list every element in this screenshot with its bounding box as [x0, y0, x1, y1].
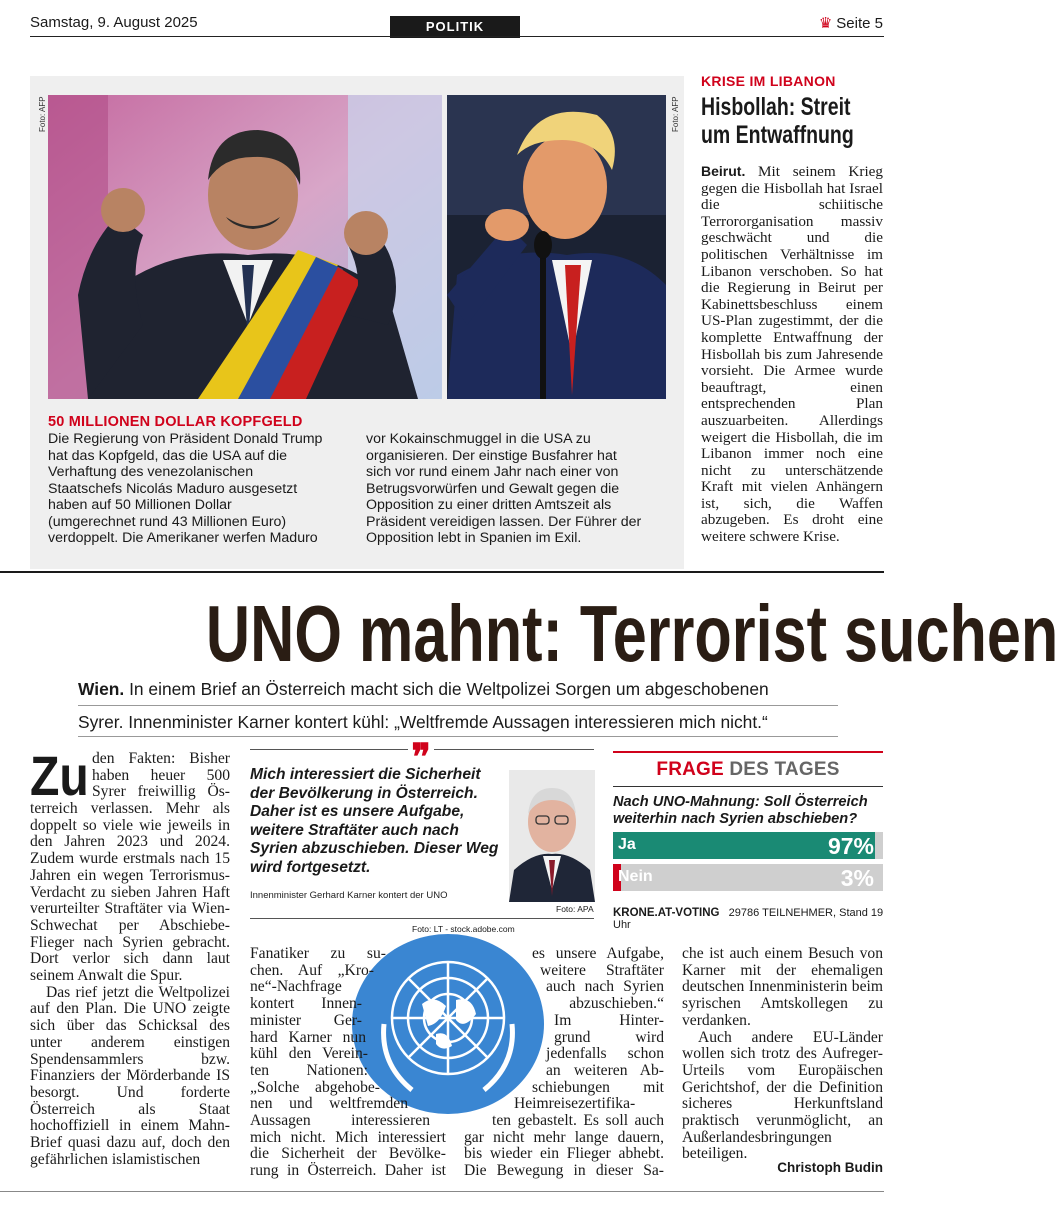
- caption-column-1: [48, 431, 358, 547]
- col-line: rung in Österreich. Daher ist: [250, 1162, 446, 1180]
- poll-title: [613, 759, 883, 781]
- col-line: Aussagen interessieren: [250, 1112, 430, 1130]
- caption-column-2: [366, 431, 676, 547]
- poll-source: KRONE.AT-VOTING: [613, 907, 720, 919]
- col-line: es unsere Aufgabe,: [532, 945, 664, 962]
- col-line: Fanatiker zu su-: [250, 945, 386, 962]
- photo-karner: [509, 770, 595, 902]
- caption-line: Betrugsvorwürfen und Gewalt gegen die: [366, 480, 620, 497]
- poll-question: Nach UNO-Mahnung: Soll Österreich weiterhin nach Syrien abschieben?: [613, 794, 868, 827]
- author-signature: Christoph Budin: [777, 1160, 883, 1175]
- lead-line-2: Syrer. Innenminister Karner kontert kühl: „Weltfremde Aussagen interessieren mich nicht.“: [78, 706, 838, 737]
- side-title-line: um Entwaffnung: [701, 121, 854, 149]
- col-line: ne“-Nachfrage: [250, 978, 342, 996]
- poll-title-a: FRAGE: [656, 759, 724, 780]
- header-rule: [30, 36, 884, 37]
- col-line: ten gebastelt. Es soll auch: [492, 1112, 664, 1130]
- page-number-text: Seite 5: [836, 15, 883, 32]
- caption-line: Staatschefs Nicolás Maduro ausgesetzt: [48, 480, 298, 497]
- poll-percent-no: 3%: [840, 865, 874, 891]
- lead-text-1: In einem Brief an Österreich macht sich die Weltpolizei Sorgen um abgeschobenen: [129, 679, 769, 699]
- caption-line: Opposition lebt in Spanien im Exil.: [366, 530, 582, 546]
- col-line: bis wieder ein Flieger abhebt.: [464, 1145, 664, 1163]
- page-number: [819, 14, 883, 32]
- col-line: den Fakten: Bisher: [92, 750, 230, 767]
- quote-rule-bottom: [250, 918, 594, 919]
- caption-line: verdoppelt. Die Amerikaner werfen Maduro: [48, 530, 318, 546]
- col-line: abzuschieben.“: [569, 995, 664, 1013]
- photo-maduro: [48, 95, 442, 399]
- section-label: POLITIK: [390, 16, 520, 38]
- col-line: auch nach Syrien: [546, 978, 664, 996]
- column-1-body: [30, 801, 230, 1168]
- col-line: schiebungen mit: [532, 1078, 664, 1096]
- col-line: gar nicht mehr lange dauern,: [464, 1128, 664, 1146]
- caption-line: Opposition zu einer dritten Amtszeit als: [366, 497, 612, 513]
- col-line: nen und weltfremden: [250, 1095, 408, 1113]
- col-line: haben heuer 500: [92, 766, 230, 784]
- poll-percent-yes: 97%: [827, 833, 874, 859]
- poll-label-no: Nein: [618, 868, 653, 885]
- poll-title-b: DES TAGES: [729, 759, 840, 780]
- col-line: an weiteren Ab-: [546, 1061, 664, 1079]
- caption-line: organisieren. Der einstige Busfahrer hat: [366, 447, 617, 464]
- col-line: chen. Auf „Kro-: [250, 961, 374, 979]
- side-title-line: Hisbollah: Streit: [701, 93, 851, 121]
- col1-paragraph-1: terreich verlassen. Mehr als doppelt so viele wie jeweils in den Jahren 2023 und 2024. Zudem wurde erstmals nach 15 Jahren ein wegen Terrorismus-Verdacht zu sieben Jahren Haft verurteilter Straftäter via Wien-Schwechat per Abschiebe-Flieger nach Syrien gebracht. Dort verlor sich dann laut seinem Anwalt die Spur.: [30, 800, 230, 985]
- col1-paragraph-2: Das rief jetzt die Weltpolizei auf den Plan. Die UNO zeigte sich über das Schicksal des unter anderem einstigen Spendensammlers bzw. Finanziers der Mörderbande IS besorgt. Und forderte Österreich als Staat hochoffiziell in einem Mahn-Brief quasi dazu auf, doch den gefährlichen islamistischen: [30, 983, 230, 1168]
- col-line: minister Ger-: [250, 1011, 362, 1029]
- caption-line: Präsident vereidigen lassen. Der Führer der: [366, 513, 642, 530]
- photo-credit-left: Foto: AFP: [38, 96, 47, 132]
- un-photo-credit: Foto: LT - stock.adobe.com: [412, 924, 515, 934]
- poll-option-yes: [613, 832, 883, 859]
- col-line: jedenfalls schon: [546, 1045, 664, 1063]
- lead-line-1: [78, 675, 838, 706]
- side-story-title: [701, 93, 880, 149]
- quote-photo-credit: Foto: APA: [556, 904, 594, 914]
- poll-label-yes: Ja: [618, 836, 636, 853]
- caption-line: vor Kokainschmuggel in die USA zu: [366, 431, 591, 447]
- poll-top-rule: [613, 751, 883, 753]
- col-line: Syrer freiwillig Ös-: [92, 783, 230, 801]
- caption-line: Verhaftung des venezolanischen: [48, 464, 254, 480]
- main-headline: UNO mahnt: Terrorist suchen: [205, 589, 1058, 678]
- column-3-body: [462, 946, 664, 1180]
- column-4-body: [682, 946, 883, 1163]
- col-line: Im Hinter-: [554, 1011, 664, 1029]
- poll-option-no: [613, 864, 883, 891]
- issue-date: Samstag, 9. August 2025: [30, 14, 198, 31]
- crown-icon: ♛: [818, 15, 833, 32]
- col-line: „Solche abgehobe-: [250, 1078, 380, 1096]
- side-story-kicker: KRISE IM LIBANON: [701, 73, 836, 89]
- col-line: grund wird: [554, 1028, 664, 1046]
- side-story-body: [701, 163, 883, 546]
- poll-participants: 29786 TEILNEHMER, Stand 19 Uhr: [613, 907, 884, 931]
- column-1-intro: [92, 751, 230, 801]
- col4-paragraph-2: Auch andere EU-Länder wollen sich trotz des Aufreger-Urteils vom Europäischen Gerichtshof, der die Definition sicheres Herkunftsland praktisch verunmöglicht, an Außerlandesbringungen beteiligen.: [682, 1028, 883, 1163]
- photo-trump: [447, 95, 666, 399]
- caption-line: hat das Kopfgeld, das die USA auf die: [48, 447, 287, 464]
- page-bottom-rule: [0, 1191, 884, 1192]
- col-line: hard Karner nun: [250, 1028, 366, 1046]
- col-line: kontert Innen-: [250, 995, 362, 1013]
- column-2-body: [250, 946, 446, 1180]
- col-line: kühl den Verein-: [250, 1045, 368, 1063]
- col-line: ten Nationen:: [250, 1061, 368, 1079]
- photo-credit-right: Foto: AFP: [671, 96, 680, 132]
- side-story-text: Mit seinem Krieg gegen die Hisbollah hat Israel die schiitische Terrororganisation massiv geschwächt und die politischen Verhältnisse im Libanon verschoben. So hat die Regierung in Beirut per Kabinettsbeschluss einem US-Plan zugestimmt, der die komplette Entwaffnung der Hisbollah bis zum Jahresende vorsieht. Die Armee wurde beauftragt, einen entsprechenden Plan auszuarbeiten. Allerdings weigert die Hisbollah, die im Libanon immer noch eine nicht zu unterschätzende Kraft mit vielen Anhängern ist, sich, die Waffen abzugeben. Es droht eine weitere schwere Krise.: [701, 163, 883, 546]
- side-story-dateline: Beirut.: [701, 163, 746, 179]
- poll-rule: [613, 786, 883, 787]
- col-line: mich nicht. Mich interessiert: [250, 1128, 446, 1146]
- col-line: Heimreisezertifika-: [514, 1095, 636, 1113]
- caption-headline: 50 MILLIONEN DOLLAR KOPFGELD: [48, 414, 303, 430]
- caption-line: haben auf 50 Millionen Dollar: [48, 497, 232, 513]
- section-divider: [0, 571, 884, 573]
- col-line: die Sicherheit der Bevölke-: [250, 1145, 446, 1163]
- main-lead: [78, 675, 838, 737]
- quote-attribution: Innenminister Gerhard Karner kontert der UNO: [250, 890, 448, 901]
- caption-line: Die Regierung von Präsident Donald Trump: [48, 431, 323, 447]
- caption-line: sich vor rund einem Jahr nach einer von: [366, 464, 619, 480]
- quote-text: Mich interessiert die Sicherheit der Bevölkerung in Österreich. Daher ist es unsere Aufgabe, weitere Straftäter auch nach Syrien abzuschieben. Dieser Weg wird fortgesetzt.: [250, 766, 499, 876]
- lead-dateline: Wien.: [78, 679, 125, 699]
- poll-footer: [613, 907, 900, 931]
- quote-mark-icon: ❞: [408, 737, 434, 763]
- col4-paragraph-1: che ist auch einem Besuch von Karner mit der ehemaligen deutschen Innenministerin beim syrischen Amtskollegen zu verdanken.: [682, 945, 883, 1029]
- col-line: weitere Straftäter: [540, 961, 664, 979]
- caption-line: (umgerechnet rund 43 Millionen Euro): [48, 513, 287, 530]
- col-line: Die Bewegung in dieser Sa-: [464, 1162, 664, 1180]
- drop-cap: Zu: [30, 744, 89, 807]
